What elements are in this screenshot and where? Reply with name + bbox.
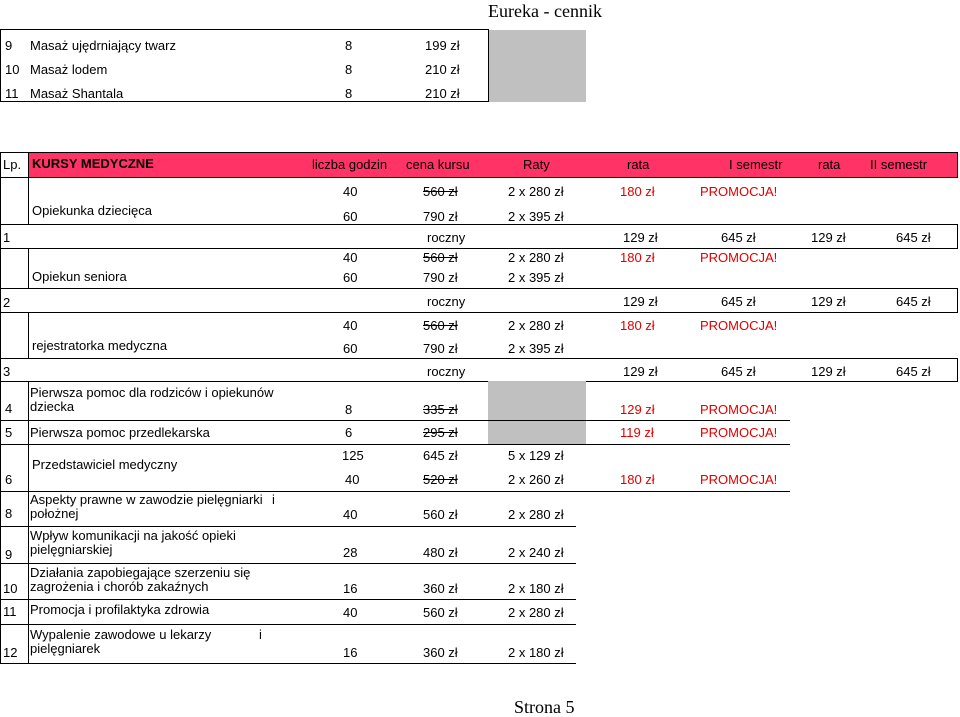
course-lp: 11	[3, 604, 17, 619]
header-title: KURSY MEDYCZNE	[32, 156, 154, 171]
course-rate: 180 zł	[620, 250, 655, 265]
course-name: położnej	[30, 506, 79, 521]
course-hours: 40	[345, 472, 360, 487]
course-hours: 40	[343, 507, 358, 522]
course-price: 360 zł	[423, 581, 458, 596]
course-installments: 2 x 395 zł	[508, 341, 564, 356]
course-installments: 2 x 280 zł	[508, 184, 564, 199]
course-hours: 125	[342, 448, 364, 463]
course-installments: 2 x 280 zł	[508, 507, 564, 522]
header-price: cena kursu	[406, 157, 470, 172]
course-price: 520 zł	[423, 472, 458, 487]
row-name: Masaż lodem	[30, 62, 108, 77]
course-hours: 40	[343, 184, 358, 199]
promo-label: PROMOCJA!	[700, 318, 778, 333]
course-lp: 5	[5, 425, 13, 440]
row-lp: 9	[5, 38, 13, 53]
course-hours: 8	[345, 402, 353, 417]
course-hours: 60	[343, 209, 358, 224]
course-lp: 12	[3, 645, 18, 660]
course-installments: 2 x 180 zł	[508, 645, 564, 660]
sem1: 645 zł	[721, 364, 756, 379]
row-hours: 8	[345, 86, 353, 101]
course-lp: 10	[3, 581, 18, 596]
row-lp: 11	[5, 86, 19, 101]
row-price: 210 zł	[425, 86, 460, 101]
plan-label: roczny	[427, 364, 466, 379]
promo-label: PROMOCJA!	[700, 472, 778, 487]
course-hours: 16	[343, 581, 358, 596]
course-price: 790 zł	[423, 270, 458, 285]
promo-label: PROMOCJA!	[700, 250, 778, 265]
course-name: Promocja i profilaktyka zdrowia	[30, 602, 210, 617]
course-installments: 5 x 129 zł	[508, 448, 564, 463]
header-hours: liczba godzin	[312, 157, 388, 172]
promo-label: PROMOCJA!	[700, 184, 778, 199]
course-name: i	[272, 492, 275, 507]
course-price: 645 zł	[423, 448, 458, 463]
sem2: 645 zł	[896, 294, 931, 309]
course-rate: 180 zł	[620, 184, 655, 199]
header-lp: Lp.	[3, 157, 22, 172]
course-name: Pierwsza pomoc przedlekarska	[30, 425, 210, 440]
row-name: Masaż Shantala	[30, 86, 124, 101]
course-price: 560 zł	[423, 318, 458, 333]
course-name: dziecka	[30, 399, 75, 414]
course-name: pielęgniarek	[30, 641, 101, 656]
course-installments: 2 x 395 zł	[508, 209, 564, 224]
course-installments: 2 x 280 zł	[508, 605, 564, 620]
header-rate1: rata	[627, 157, 650, 172]
sem1: 645 zł	[721, 294, 756, 309]
course-rate: 119 zł	[620, 425, 654, 440]
plan-label: roczny	[427, 294, 466, 309]
row-price: 210 zł	[425, 62, 460, 77]
course-name: Wpływ komunikacji na jakość opieki	[30, 528, 236, 543]
course-name: Przedstawiciel medyczny	[32, 457, 178, 472]
header-rate2: rata	[818, 157, 841, 172]
course-price: 790 zł	[423, 341, 458, 356]
course-price: 295 zł	[423, 425, 458, 440]
course-lp: 2	[3, 295, 11, 310]
course-hours: 16	[343, 645, 358, 660]
course-name: Pierwsza pomoc dla rodziców i opiekunów	[30, 385, 274, 400]
course-installments: 2 x 280 zł	[508, 318, 564, 333]
promo-label: PROMOCJA!	[700, 402, 778, 417]
course-hours: 6	[345, 425, 353, 440]
course-hours: 28	[343, 545, 358, 560]
row-hours: 8	[345, 62, 353, 77]
course-lp: 3	[3, 364, 11, 379]
row-lp: 10	[5, 62, 20, 77]
course-hours: 60	[343, 341, 358, 356]
course-rate: 180 zł	[620, 472, 655, 487]
course-name: i	[259, 627, 262, 642]
course-hours: 40	[343, 605, 358, 620]
row-price: 199 zł	[425, 38, 460, 53]
course-installments: 2 x 280 zł	[508, 250, 564, 265]
sem1: 645 zł	[721, 230, 756, 245]
course-hours: 60	[343, 270, 358, 285]
course-installments: 2 x 260 zł	[508, 472, 564, 487]
course-name: zagrożenia i chorób zakaźnych	[30, 579, 209, 594]
rate1: 129 zł	[623, 294, 658, 309]
rate2: 129 zł	[811, 230, 846, 245]
course-rate: 180 zł	[620, 318, 655, 333]
course-lp: 1	[3, 230, 11, 245]
course-lp: 6	[5, 472, 13, 487]
course-name: Opiekun seniora	[32, 269, 127, 284]
course-name: Aspekty prawne w zawodzie pielęgniarki	[30, 492, 263, 507]
promo-label: PROMOCJA!	[700, 425, 778, 440]
plan-label: roczny	[427, 230, 466, 245]
course-hours: 40	[343, 250, 358, 265]
course-installments: 2 x 240 zł	[508, 545, 564, 560]
row-name: Masaż ujędrniający twarz	[30, 38, 176, 53]
course-price: 790 zł	[423, 209, 458, 224]
gray-cell-block	[488, 30, 586, 102]
rate1: 129 zł	[623, 364, 658, 379]
course-name: Działania zapobiegające szerzeniu się	[30, 565, 251, 580]
course-name: Wypalenie zawodowe u lekarzy	[30, 627, 212, 642]
header-sem2: II semestr	[870, 157, 928, 172]
page-title: Eureka - cennik	[488, 1, 602, 21]
course-lp: 4	[5, 401, 13, 416]
course-price: 360 zł	[423, 645, 458, 660]
course-price: 560 zł	[423, 184, 458, 199]
header-sem1: I semestr	[729, 157, 783, 172]
header-installments: Raty	[523, 157, 550, 172]
rate1: 129 zł	[623, 230, 658, 245]
course-price: 480 zł	[423, 545, 458, 560]
course-installments: 2 x 395 zł	[508, 270, 564, 285]
course-hours: 40	[343, 318, 358, 333]
course-name: pielęgniarskiej	[30, 542, 113, 557]
row-hours: 8	[345, 38, 353, 53]
sem2: 645 zł	[896, 364, 931, 379]
course-rate: 129 zł	[620, 402, 655, 417]
course-lp: 9	[5, 547, 13, 562]
course-price: 335 zł	[423, 402, 458, 417]
page-number: Strona 5	[514, 697, 575, 717]
course-price: 560 zł	[423, 507, 458, 522]
course-price: 560 zł	[423, 605, 458, 620]
course-price: 560 zł	[423, 250, 458, 265]
rate2: 129 zł	[811, 364, 846, 379]
course-lp: 8	[5, 506, 13, 521]
rate2: 129 zł	[811, 294, 846, 309]
course-name: rejestratorka medyczna	[32, 338, 168, 353]
course-installments: 2 x 180 zł	[508, 581, 564, 596]
course-name: Opiekunka dziecięca	[32, 203, 152, 218]
sem2: 645 zł	[896, 230, 931, 245]
